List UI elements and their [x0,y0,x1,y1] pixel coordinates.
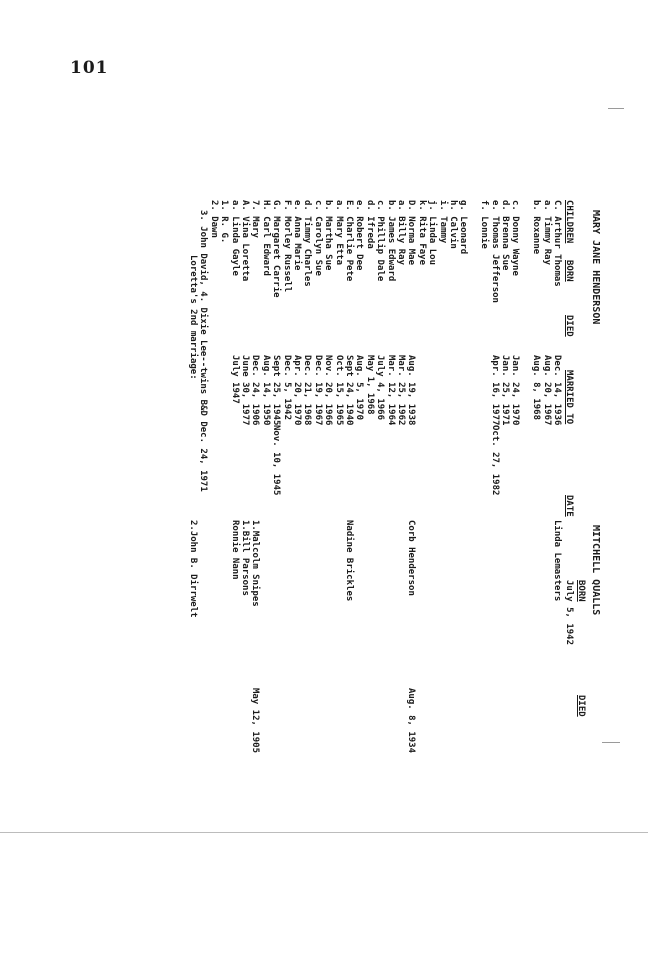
cell-name: h. Calvin [448,200,458,249]
cell-born: Mar. 12, 1964 [385,355,396,426]
cell-name: A. Vina Loretta [240,200,250,282]
scan-mark [602,742,620,743]
cell-born: Dec. 19, 1967 [312,355,323,426]
cell-name: c. Donny Wayne [510,200,521,276]
cell-name: g. Leonard [458,200,469,255]
cell-name: e. Anna Marie [292,200,302,271]
cell-born: Dec. 24, 1906 [250,355,261,426]
cell-name: e. Thomas Jefferson [489,200,500,303]
cell-name: b. Roxanne [531,200,542,255]
cell-born: July 1947 [229,355,240,404]
cell-died: Oct. 27, 1982 [489,425,500,496]
cell-name: E. Charlie Pete [344,200,354,282]
cell-married: Ronnie Nann [229,520,240,580]
scan-mark [608,108,624,109]
cell-name: a. Linda Gayle [229,200,240,276]
cell-name: 7. Mary [250,200,261,238]
cell-name: d. Brenna Sue [500,200,510,271]
footer-note: 3. John David, 4. Dixie Lee--twins B&D Dec. 24, 1971 [198,210,209,492]
cell-born: Dec. 21, 1968 [302,355,313,426]
cell-name: f. Lonnie [479,200,490,249]
cell-name: D. Norma Mae [406,200,417,266]
cell-born: July 4, 1966 [375,355,386,421]
cell-born: Apr. 16, 1977 [489,355,500,426]
cell-name: b. James Edward [385,200,396,282]
cell-name: i. Tammy [437,200,448,244]
scan-edge-line [0,832,648,833]
cell-name: a. Billy Ray [396,200,406,266]
column-date: DATE [564,495,574,517]
right-spouse-name: MITCHELL QUALLS [590,525,601,616]
cell-name: d. Timmy Charles [302,200,313,287]
cell-name: F. Morley Russell [281,200,292,293]
cell-name: G. Margaret Carrie [271,200,282,298]
cell-name: 2. Dawn [208,200,219,238]
cell-name: a. Mary Etta [333,200,344,266]
cell-born: Jan. 24, 1970 [510,355,521,426]
cell-name: e. Robert Dee [354,200,365,271]
column-children: CHILDREN [564,200,574,244]
cell-date: May 12, 1905 [250,688,261,754]
cell-name: H. Carl Edward [260,200,271,276]
cell-born: Aug. 14, 1950 [260,355,271,426]
cell-born: Dec. 5, 1942 [281,355,292,421]
cell-name: k. Rita Faye [416,200,427,266]
cell-born: Aug. 20, 1967 [541,355,552,426]
cell-born: Sept 24, 1940 [344,355,354,426]
right-born-label: BORN [576,580,586,602]
cell-married: Corb Henderson [406,520,417,596]
cell-born: June 30, 1977 [240,355,250,426]
cell-name: a. Timmy Ray [541,200,552,266]
cell-married: Nadine Brickles [344,520,354,602]
cell-name: c. Phillip Dale [375,200,386,282]
family-record-sheet [80,200,600,960]
cell-born: May 1, 1968 [364,355,375,415]
cell-born: Apr. 20, 1970 [292,355,302,426]
cell-died: Nov. 10, 1945 [271,425,282,496]
page-number: 101 [70,58,109,78]
column-born: BORN [564,260,574,282]
footer-second-marriage: Loretta's 2nd marriage: [188,255,198,380]
cell-married: 1.Bill Parsons [240,520,250,596]
cell-name: C. Arthur Thomas [552,200,562,287]
right-died-label: DIED [576,695,586,717]
cell-married: Linda Lemasters [552,520,562,602]
footer-second-spouse: 2.John B. Dirrwelt [188,520,198,618]
column-married-to: MARRIED TO [564,370,574,425]
cell-born: Jan. 25, 1971 [500,355,510,426]
cell-born: Aug. 5, 1970 [354,355,365,421]
cell-born: Mar. 25, 1962 [396,355,406,426]
cell-name: c. Carolyn Sue [312,200,323,276]
cell-born: Aug. 19, 1938 [406,355,417,426]
cell-name: j. Linda Lou [427,200,438,266]
left-spouse-name: MARY JANE HENDERSON [590,210,601,325]
cell-date: Aug. 8, 1934 [406,688,417,754]
cell-born: Aug. 8, 1968 [531,355,542,421]
cell-born: Sept 25, 1945 [271,355,282,426]
cell-name: d. Ifreda [364,200,375,249]
cell-married: 1.Malcolm Snipes [250,520,261,607]
right-born-date: July 5, 1942 [564,580,574,646]
cell-name: 1. R. G. [219,200,230,244]
cell-born: Nov. 20, 1966 [323,355,334,426]
cell-name: b. Martha Sue [323,200,334,271]
column-died: DIED [564,315,574,337]
cell-born: Oct. 15, 1965 [333,355,344,426]
cell-born: Dec. 14, 1936 [552,355,562,426]
